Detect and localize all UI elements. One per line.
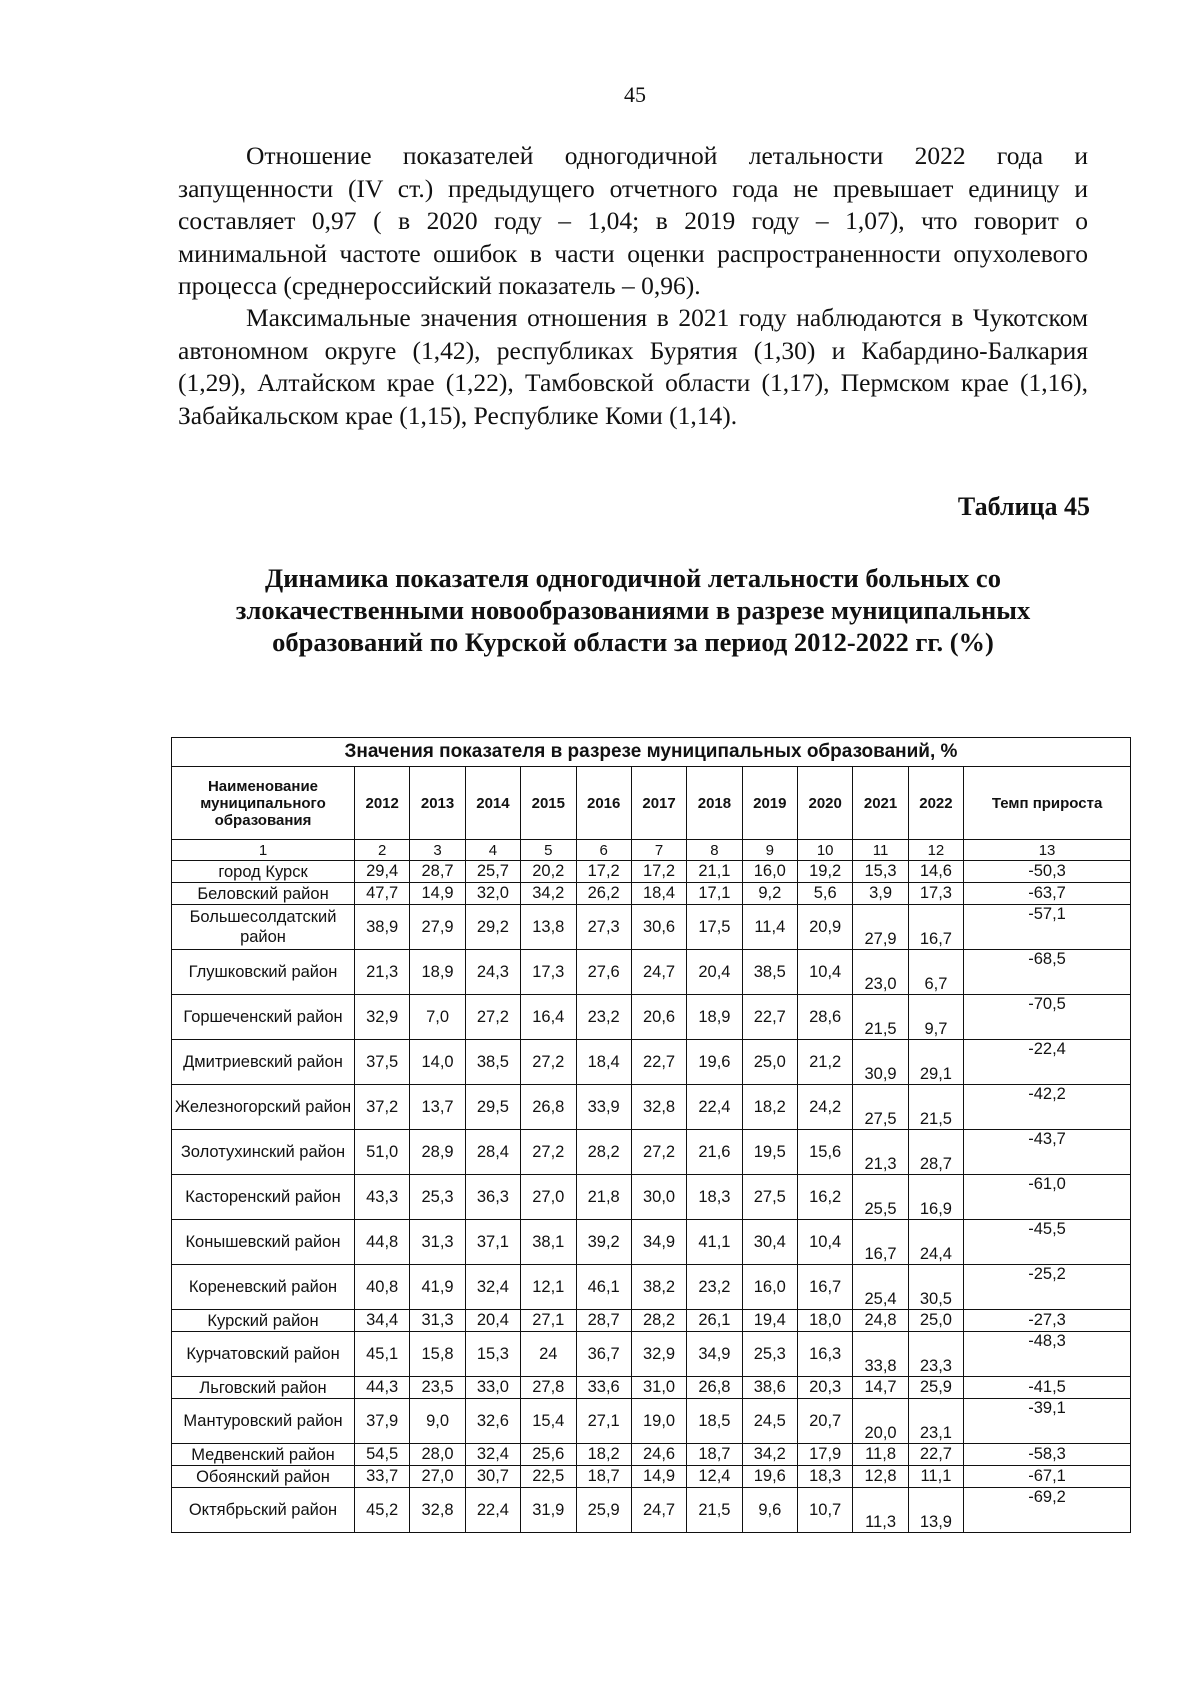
value-cell: 11,4 bbox=[742, 905, 797, 950]
column-header: 2022 bbox=[908, 767, 963, 840]
value-cell: 32,8 bbox=[410, 1488, 465, 1533]
value-cell: 17,5 bbox=[687, 905, 742, 950]
table-row bbox=[172, 1488, 1131, 1533]
value-cell: 20,0 bbox=[853, 1399, 908, 1444]
growth-rate-cell: -39,1 bbox=[964, 1399, 1131, 1444]
value-cell: 41,1 bbox=[687, 1220, 742, 1265]
value-cell: 34,9 bbox=[631, 1220, 686, 1265]
value-cell: 36,3 bbox=[465, 1175, 520, 1220]
value-cell: 11,8 bbox=[853, 1444, 908, 1466]
table-row bbox=[172, 1310, 1131, 1332]
column-header: 2016 bbox=[576, 767, 631, 840]
table-row bbox=[172, 905, 1131, 950]
value-cell: 18,3 bbox=[798, 1466, 853, 1488]
lethality-table bbox=[171, 737, 1131, 1533]
value-cell: 18,0 bbox=[798, 1310, 853, 1332]
value-cell: 18,9 bbox=[410, 950, 465, 995]
column-header: 2018 bbox=[687, 767, 742, 840]
value-cell: 19,0 bbox=[631, 1399, 686, 1444]
municipality-name: Курчатовский район bbox=[172, 1332, 355, 1377]
column-number: 10 bbox=[798, 840, 853, 861]
municipality-name: Медвенский район bbox=[172, 1444, 355, 1466]
value-cell: 19,6 bbox=[742, 1466, 797, 1488]
column-number: 13 bbox=[964, 840, 1131, 861]
table-row bbox=[172, 1040, 1131, 1085]
column-header: 2014 bbox=[465, 767, 520, 840]
value-cell: 18,2 bbox=[576, 1444, 631, 1466]
column-header: 2012 bbox=[355, 767, 410, 840]
value-cell: 32,4 bbox=[465, 1444, 520, 1466]
value-cell: 38,1 bbox=[521, 1220, 576, 1265]
table-row bbox=[172, 1399, 1131, 1444]
value-cell: 9,2 bbox=[742, 883, 797, 905]
column-number: 6 bbox=[576, 840, 631, 861]
value-cell: 30,0 bbox=[631, 1175, 686, 1220]
column-header: 2013 bbox=[410, 767, 465, 840]
table-row bbox=[172, 1332, 1131, 1377]
value-cell: 27,1 bbox=[521, 1310, 576, 1332]
column-number: 11 bbox=[853, 840, 908, 861]
value-cell: 31,3 bbox=[410, 1310, 465, 1332]
column-header: Темп прироста bbox=[964, 767, 1131, 840]
growth-rate-cell: -57,1 bbox=[964, 905, 1131, 950]
value-cell: 26,8 bbox=[687, 1377, 742, 1399]
value-cell: 15,3 bbox=[465, 1332, 520, 1377]
growth-rate-cell: -42,2 bbox=[964, 1085, 1131, 1130]
growth-rate-cell: -63,7 bbox=[964, 883, 1131, 905]
table-row bbox=[172, 950, 1131, 995]
value-cell: 28,6 bbox=[798, 995, 853, 1040]
table-row bbox=[172, 883, 1131, 905]
value-cell: 47,7 bbox=[355, 883, 410, 905]
value-cell: 32,9 bbox=[631, 1332, 686, 1377]
value-cell: 18,9 bbox=[687, 995, 742, 1040]
value-cell: 28,7 bbox=[576, 1310, 631, 1332]
value-cell: 24,2 bbox=[798, 1085, 853, 1130]
value-cell: 40,8 bbox=[355, 1265, 410, 1310]
value-cell: 27,9 bbox=[853, 905, 908, 950]
value-cell: 18,4 bbox=[576, 1040, 631, 1085]
column-number: 2 bbox=[355, 840, 410, 861]
value-cell: 16,7 bbox=[853, 1220, 908, 1265]
value-cell: 46,1 bbox=[576, 1265, 631, 1310]
value-cell: 45,2 bbox=[355, 1488, 410, 1533]
value-cell: 33,0 bbox=[465, 1377, 520, 1399]
value-cell: 24,7 bbox=[631, 950, 686, 995]
page-number: 45 bbox=[624, 82, 646, 107]
value-cell: 43,3 bbox=[355, 1175, 410, 1220]
value-cell: 17,2 bbox=[631, 861, 686, 883]
value-cell: 30,5 bbox=[908, 1265, 963, 1310]
municipality-name: Железногорский район bbox=[172, 1085, 355, 1130]
value-cell: 31,0 bbox=[631, 1377, 686, 1399]
value-cell: 21,5 bbox=[908, 1085, 963, 1130]
growth-rate-cell: -69,2 bbox=[964, 1488, 1131, 1533]
value-cell: 15,6 bbox=[798, 1130, 853, 1175]
value-cell: 27,6 bbox=[576, 950, 631, 995]
value-cell: 14,9 bbox=[631, 1466, 686, 1488]
value-cell: 17,3 bbox=[521, 950, 576, 995]
value-cell: 24,3 bbox=[465, 950, 520, 995]
value-cell: 10,4 bbox=[798, 1220, 853, 1265]
value-cell: 32,6 bbox=[465, 1399, 520, 1444]
value-cell: 26,8 bbox=[521, 1085, 576, 1130]
value-cell: 16,7 bbox=[798, 1265, 853, 1310]
value-cell: 21,3 bbox=[853, 1130, 908, 1175]
column-number: 9 bbox=[742, 840, 797, 861]
value-cell: 12,8 bbox=[853, 1466, 908, 1488]
value-cell: 38,5 bbox=[742, 950, 797, 995]
value-cell: 14,7 bbox=[853, 1377, 908, 1399]
value-cell: 34,4 bbox=[355, 1310, 410, 1332]
value-cell: 21,6 bbox=[687, 1130, 742, 1175]
table-row bbox=[172, 1444, 1131, 1466]
municipality-name: город Курск bbox=[172, 861, 355, 883]
value-cell: 29,4 bbox=[355, 861, 410, 883]
value-cell: 22,5 bbox=[521, 1466, 576, 1488]
value-cell: 28,2 bbox=[631, 1310, 686, 1332]
value-cell: 32,9 bbox=[355, 995, 410, 1040]
value-cell: 9,6 bbox=[742, 1488, 797, 1533]
table-row bbox=[172, 1377, 1131, 1399]
table-row bbox=[172, 1175, 1131, 1220]
value-cell: 23,1 bbox=[908, 1399, 963, 1444]
value-cell: 21,5 bbox=[853, 995, 908, 1040]
column-number: 8 bbox=[687, 840, 742, 861]
column-number: 3 bbox=[410, 840, 465, 861]
value-cell: 14,0 bbox=[410, 1040, 465, 1085]
column-number: 12 bbox=[908, 840, 963, 861]
value-cell: 27,8 bbox=[521, 1377, 576, 1399]
value-cell: 13,8 bbox=[521, 905, 576, 950]
value-cell: 19,2 bbox=[798, 861, 853, 883]
value-cell: 16,7 bbox=[908, 905, 963, 950]
value-cell: 17,2 bbox=[576, 861, 631, 883]
column-header: 2019 bbox=[742, 767, 797, 840]
value-cell: 28,7 bbox=[410, 861, 465, 883]
table-row bbox=[172, 995, 1131, 1040]
growth-rate-cell: -43,7 bbox=[964, 1130, 1131, 1175]
value-cell: 18,2 bbox=[742, 1085, 797, 1130]
value-cell: 11,1 bbox=[908, 1466, 963, 1488]
value-cell: 33,6 bbox=[576, 1377, 631, 1399]
value-cell: 18,7 bbox=[687, 1444, 742, 1466]
value-cell: 12,4 bbox=[687, 1466, 742, 1488]
value-cell: 22,7 bbox=[908, 1444, 963, 1466]
value-cell: 24,4 bbox=[908, 1220, 963, 1265]
value-cell: 23,2 bbox=[687, 1265, 742, 1310]
growth-rate-cell: -70,5 bbox=[964, 995, 1131, 1040]
value-cell: 10,4 bbox=[798, 950, 853, 995]
value-cell: 20,2 bbox=[521, 861, 576, 883]
paragraph-2 bbox=[178, 302, 1088, 432]
column-header: 2017 bbox=[631, 767, 686, 840]
column-number: 1 bbox=[172, 840, 355, 861]
growth-rate-cell: -27,3 bbox=[964, 1310, 1131, 1332]
value-cell: 28,4 bbox=[465, 1130, 520, 1175]
value-cell: 30,4 bbox=[742, 1220, 797, 1265]
municipality-name: Глушковский район bbox=[172, 950, 355, 995]
value-cell: 38,2 bbox=[631, 1265, 686, 1310]
paragraph-text: Максимальные значения отношения в 2021 году наблюдаются в Чукотском автономном округе (1,42), республиках Бурятия (1,30) и Кабардино-Балкария (1,29), Алтайском крае (1,22), Тамбовской области (1,17), Пермском крае (1,16), Забайкальском крае (1,15), Республике Коми (1,14). bbox=[178, 303, 1088, 430]
table-row bbox=[172, 1265, 1131, 1310]
value-cell: 23,5 bbox=[410, 1377, 465, 1399]
value-cell: 27,1 bbox=[576, 1399, 631, 1444]
value-cell: 28,0 bbox=[410, 1444, 465, 1466]
value-cell: 10,7 bbox=[798, 1488, 853, 1533]
value-cell: 12,1 bbox=[521, 1265, 576, 1310]
table-caption: Значения показателя в разрезе муниципальных образований, % bbox=[172, 738, 1131, 767]
value-cell: 24,5 bbox=[742, 1399, 797, 1444]
value-cell: 20,4 bbox=[687, 950, 742, 995]
municipality-name: Конышевский район bbox=[172, 1220, 355, 1265]
value-cell: 41,9 bbox=[410, 1265, 465, 1310]
value-cell: 25,0 bbox=[908, 1310, 963, 1332]
value-cell: 13,9 bbox=[908, 1488, 963, 1533]
value-cell: 17,1 bbox=[687, 883, 742, 905]
value-cell: 27,3 bbox=[576, 905, 631, 950]
value-cell: 31,3 bbox=[410, 1220, 465, 1265]
column-header: 2015 bbox=[521, 767, 576, 840]
value-cell: 28,7 bbox=[908, 1130, 963, 1175]
value-cell: 28,9 bbox=[410, 1130, 465, 1175]
growth-rate-cell: -50,3 bbox=[964, 861, 1131, 883]
value-cell: 37,2 bbox=[355, 1085, 410, 1130]
table-row bbox=[172, 1220, 1131, 1265]
value-cell: 13,7 bbox=[410, 1085, 465, 1130]
value-cell: 38,9 bbox=[355, 905, 410, 950]
value-cell: 20,9 bbox=[798, 905, 853, 950]
value-cell: 44,8 bbox=[355, 1220, 410, 1265]
table-row bbox=[172, 1085, 1131, 1130]
growth-rate-cell: -67,1 bbox=[964, 1466, 1131, 1488]
value-cell: 17,9 bbox=[798, 1444, 853, 1466]
growth-rate-cell: -58,3 bbox=[964, 1444, 1131, 1466]
value-cell: 27,0 bbox=[521, 1175, 576, 1220]
municipality-name: Обоянский район bbox=[172, 1466, 355, 1488]
value-cell: 27,5 bbox=[742, 1175, 797, 1220]
growth-rate-cell: -61,0 bbox=[964, 1175, 1131, 1220]
column-header: 2021 bbox=[853, 767, 908, 840]
value-cell: 54,5 bbox=[355, 1444, 410, 1466]
value-cell: 20,3 bbox=[798, 1377, 853, 1399]
value-cell: 24,6 bbox=[631, 1444, 686, 1466]
value-cell: 9,7 bbox=[908, 995, 963, 1040]
value-cell: 37,1 bbox=[465, 1220, 520, 1265]
value-cell: 3,9 bbox=[853, 883, 908, 905]
value-cell: 14,6 bbox=[908, 861, 963, 883]
table-label: Таблица 45 bbox=[957, 492, 1090, 521]
value-cell: 29,5 bbox=[465, 1085, 520, 1130]
value-cell: 25,5 bbox=[853, 1175, 908, 1220]
value-cell: 27,9 bbox=[410, 905, 465, 950]
value-cell: 24,7 bbox=[631, 1488, 686, 1533]
value-cell: 20,7 bbox=[798, 1399, 853, 1444]
value-cell: 23,2 bbox=[576, 995, 631, 1040]
municipality-name: Курский район bbox=[172, 1310, 355, 1332]
paragraph-1 bbox=[178, 140, 1088, 303]
value-cell: 39,2 bbox=[576, 1220, 631, 1265]
municipality-name: Льговский район bbox=[172, 1377, 355, 1399]
value-cell: 22,7 bbox=[742, 995, 797, 1040]
value-cell: 26,2 bbox=[576, 883, 631, 905]
value-cell: 24,8 bbox=[853, 1310, 908, 1332]
value-cell: 22,4 bbox=[687, 1085, 742, 1130]
value-cell: 32,0 bbox=[465, 883, 520, 905]
value-cell: 32,4 bbox=[465, 1265, 520, 1310]
table-row bbox=[172, 861, 1131, 883]
value-cell: 16,0 bbox=[742, 861, 797, 883]
value-cell: 30,6 bbox=[631, 905, 686, 950]
value-cell: 44,3 bbox=[355, 1377, 410, 1399]
value-cell: 22,7 bbox=[631, 1040, 686, 1085]
value-cell: 20,6 bbox=[631, 995, 686, 1040]
value-cell: 26,1 bbox=[687, 1310, 742, 1332]
value-cell: 18,3 bbox=[687, 1175, 742, 1220]
value-cell: 34,9 bbox=[687, 1332, 742, 1377]
municipality-name: Кореневский район bbox=[172, 1265, 355, 1310]
value-cell: 31,9 bbox=[521, 1488, 576, 1533]
value-cell: 15,3 bbox=[853, 861, 908, 883]
municipality-name: Касторенский район bbox=[172, 1175, 355, 1220]
value-cell: 27,0 bbox=[410, 1466, 465, 1488]
value-cell: 17,3 bbox=[908, 883, 963, 905]
value-cell: 18,4 bbox=[631, 883, 686, 905]
municipality-name: Золотухинский район bbox=[172, 1130, 355, 1175]
value-cell: 18,7 bbox=[576, 1466, 631, 1488]
growth-rate-cell: -22,4 bbox=[964, 1040, 1131, 1085]
value-cell: 38,5 bbox=[465, 1040, 520, 1085]
value-cell: 30,7 bbox=[465, 1466, 520, 1488]
value-cell: 25,6 bbox=[521, 1444, 576, 1466]
value-cell: 16,9 bbox=[908, 1175, 963, 1220]
value-cell: 25,4 bbox=[853, 1265, 908, 1310]
value-cell: 20,4 bbox=[465, 1310, 520, 1332]
value-cell: 51,0 bbox=[355, 1130, 410, 1175]
growth-rate-cell: -41,5 bbox=[964, 1377, 1131, 1399]
value-cell: 19,4 bbox=[742, 1310, 797, 1332]
value-cell: 36,7 bbox=[576, 1332, 631, 1377]
value-cell: 21,2 bbox=[798, 1040, 853, 1085]
value-cell: 29,1 bbox=[908, 1040, 963, 1085]
value-cell: 38,6 bbox=[742, 1377, 797, 1399]
value-cell: 27,2 bbox=[465, 995, 520, 1040]
column-header: 2020 bbox=[798, 767, 853, 840]
municipality-name: Большесолдатский район bbox=[172, 905, 355, 950]
paragraph-text: Отношение показателей одногодичной летальности 2022 года и запущенности (IV ст.) предыдущего отчетного года не превышает единицу и составляет 0,97 ( в 2020 году – 1,04; в 2019 году – 1,07), что говорит о минимальной частоте ошибок в части оценки распространенности опухолевого процесса (среднероссийский показатель – 0,96). bbox=[178, 141, 1088, 300]
value-cell: 27,2 bbox=[521, 1130, 576, 1175]
value-cell: 5,6 bbox=[798, 883, 853, 905]
value-cell: 23,0 bbox=[853, 950, 908, 995]
table-row bbox=[172, 1466, 1131, 1488]
value-cell: 18,5 bbox=[687, 1399, 742, 1444]
growth-rate-cell: -48,3 bbox=[964, 1332, 1131, 1377]
value-cell: 24 bbox=[521, 1332, 576, 1377]
value-cell: 27,2 bbox=[631, 1130, 686, 1175]
value-cell: 25,9 bbox=[908, 1377, 963, 1399]
value-cell: 37,9 bbox=[355, 1399, 410, 1444]
value-cell: 19,6 bbox=[687, 1040, 742, 1085]
value-cell: 30,9 bbox=[853, 1040, 908, 1085]
value-cell: 27,5 bbox=[853, 1085, 908, 1130]
value-cell: 21,1 bbox=[687, 861, 742, 883]
value-cell: 11,3 bbox=[853, 1488, 908, 1533]
value-cell: 6,7 bbox=[908, 950, 963, 995]
value-cell: 15,4 bbox=[521, 1399, 576, 1444]
column-number: 7 bbox=[631, 840, 686, 861]
value-cell: 21,3 bbox=[355, 950, 410, 995]
value-cell: 16,4 bbox=[521, 995, 576, 1040]
value-cell: 16,2 bbox=[798, 1175, 853, 1220]
municipality-name: Октябрьский район bbox=[172, 1488, 355, 1533]
value-cell: 7,0 bbox=[410, 995, 465, 1040]
growth-rate-cell: -68,5 bbox=[964, 950, 1131, 995]
value-cell: 16,3 bbox=[798, 1332, 853, 1377]
municipality-name: Дмитриевский район bbox=[172, 1040, 355, 1085]
value-cell: 37,5 bbox=[355, 1040, 410, 1085]
value-cell: 21,8 bbox=[576, 1175, 631, 1220]
column-number: 4 bbox=[465, 840, 520, 861]
value-cell: 23,3 bbox=[908, 1332, 963, 1377]
value-cell: 25,3 bbox=[410, 1175, 465, 1220]
growth-rate-cell: -45,5 bbox=[964, 1220, 1131, 1265]
value-cell: 21,5 bbox=[687, 1488, 742, 1533]
value-cell: 45,1 bbox=[355, 1332, 410, 1377]
growth-rate-cell: -25,2 bbox=[964, 1265, 1131, 1310]
value-cell: 29,2 bbox=[465, 905, 520, 950]
value-cell: 34,2 bbox=[742, 1444, 797, 1466]
municipality-name: Мантуровский район bbox=[172, 1399, 355, 1444]
value-cell: 27,2 bbox=[521, 1040, 576, 1085]
value-cell: 32,8 bbox=[631, 1085, 686, 1130]
value-cell: 16,0 bbox=[742, 1265, 797, 1310]
value-cell: 33,7 bbox=[355, 1466, 410, 1488]
value-cell: 9,0 bbox=[410, 1399, 465, 1444]
table-row bbox=[172, 1130, 1131, 1175]
municipality-name: Горшеченский район bbox=[172, 995, 355, 1040]
value-cell: 14,9 bbox=[410, 883, 465, 905]
municipality-name: Беловский район bbox=[172, 883, 355, 905]
value-cell: 28,2 bbox=[576, 1130, 631, 1175]
table-title: Динамика показателя одногодичной летальности больных со злокачественными новообразованиями в разрезе муниципальных образований по Курской области за период 2012-2022 гг. (%) bbox=[235, 563, 1031, 657]
value-cell: 33,8 bbox=[853, 1332, 908, 1377]
value-cell: 34,2 bbox=[521, 883, 576, 905]
value-cell: 25,3 bbox=[742, 1332, 797, 1377]
column-header: Наименование муниципального образования bbox=[172, 767, 355, 840]
value-cell: 15,8 bbox=[410, 1332, 465, 1377]
value-cell: 33,9 bbox=[576, 1085, 631, 1130]
value-cell: 25,0 bbox=[742, 1040, 797, 1085]
column-number: 5 bbox=[521, 840, 576, 861]
value-cell: 19,5 bbox=[742, 1130, 797, 1175]
value-cell: 22,4 bbox=[465, 1488, 520, 1533]
value-cell: 25,9 bbox=[576, 1488, 631, 1533]
value-cell: 25,7 bbox=[465, 861, 520, 883]
